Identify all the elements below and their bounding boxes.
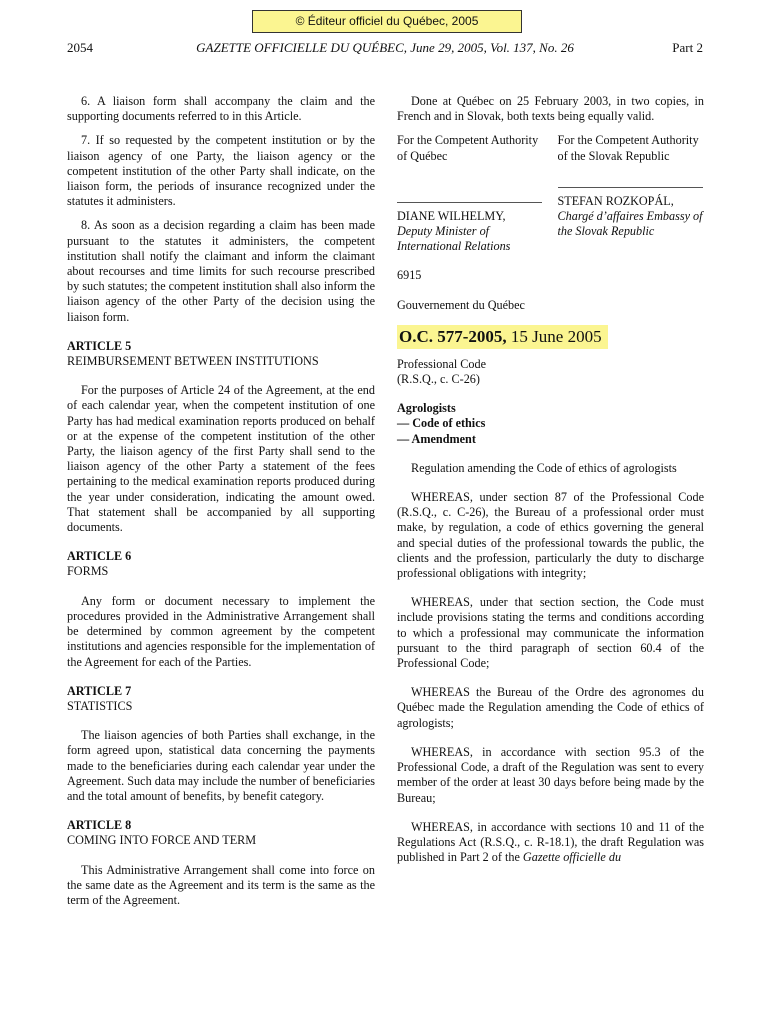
signatory-slovak-name: STEFAN ROZKOPÁL,: [557, 193, 674, 208]
whereas-lead: WHEREAS,: [411, 595, 473, 610]
article-6-text: Any form or document necessary to implement the procedures provided in the Administrative Arrangement shall be determined by common agreement by the competent institutions and agencies responsible for the implementation of the Agreement for each of the Parties.: [67, 593, 375, 669]
whereas-lead: WHEREAS: [411, 685, 470, 700]
signatory-quebec: [397, 133, 544, 254]
signing-statement: Done at Québec on 25 February 2003, in two copies, in French and in Slovak, both texts being equally valid.: [397, 94, 704, 124]
regulation-title: Regulation amending the Code of ethics of agrologists: [411, 460, 677, 475]
paragraph-7: 7. If so requested by the competent institution or by the liaison agency of one Party, the liaison agency or the competent institution of the other Party shall indicate, on the liaison form, the periods of insurance recognized under the statutes it administers.: [67, 133, 375, 209]
article-5-heading: ARTICLE 5: [67, 338, 132, 353]
signature-line: [397, 201, 542, 203]
page-number: 2054: [67, 40, 93, 55]
oc-date: 15 June 2005: [510, 326, 602, 346]
signatory-slovak: [558, 133, 705, 254]
whereas-lead: WHEREAS,: [411, 490, 473, 505]
whereas-text: the Bureau of the Ordre des agronomes du Québec made the Regulation amending the Code of ethics of agrologists;: [397, 685, 704, 730]
left-column: [67, 94, 375, 908]
signature-block: [397, 133, 704, 254]
signatory-slovak-for: For the Competent Authority of the Slovak Republic: [557, 133, 699, 163]
article-5-text: For the purposes of Article 24 of the Agreement, at the end of each calendar year, when the competent institution of one Party has had medical examination reports produced on behalf or at the expense of the competent institution of the other Party, the liaison agency of the first Party shall send to the liaison agency of the other Party a statement of the fees pertaining to the medical examination reports produced during the year under consideration, indicating the amount owed. That statement shall be accompanied by all supporting documents.: [67, 383, 375, 535]
code-reference: (R.S.Q., c. C-26): [397, 372, 480, 387]
paragraph-6: 6. A liaison form shall accompany the claim and the supporting documents referred to in this Article.: [67, 94, 375, 124]
article-7-title: STATISTICS: [67, 698, 133, 713]
article-8-title: COMING INTO FORCE AND TERM: [67, 833, 257, 848]
signatory-slovak-role: Chargé d’affaires Embassy of the Slovak Republic: [557, 209, 703, 239]
whereas-4: [397, 745, 704, 806]
whereas-3: [397, 685, 704, 731]
article-5-title: REIMBURSEMENT BETWEEN INSTITUTIONS: [67, 354, 319, 369]
whereas-text: in accordance with section 95.3 of the Professional Code, a draft of the Regulation was sent to every member of the order at least 30 days before being made by the Bureau;: [397, 744, 704, 805]
document-number: 6915: [397, 268, 422, 283]
government-label: Gouvernement du Québec: [397, 297, 525, 312]
subject-amendment: — Amendment: [397, 431, 476, 446]
part-label: Part 2: [672, 40, 703, 55]
code-name: Professional Code: [397, 356, 487, 371]
paragraph-8: 8. As soon as a decision regarding a claim has been made pursuant to the statutes it administers, the competent institution shall notify the claimant and inform the claimant about recourses and time limits for such recourse prescribed by such statutes; the competent institution shall also inform the liaison agency of the other Party of the decision using the liaison form.: [67, 218, 375, 324]
gazette-header-title: GAZETTE OFFICIELLE DU QUÉBEC, June 29, 2005, Vol. 137, No. 26: [196, 40, 574, 55]
article-7-heading: ARTICLE 7: [67, 683, 132, 698]
copyright-banner: © Éditeur officiel du Québec, 2005: [252, 10, 522, 33]
signatory-quebec-name: DIANE WILHELMY,: [397, 208, 506, 223]
whereas-5: [397, 820, 704, 866]
whereas-text: in accordance with sections 10 and 11 of the Regulations Act (R.S.Q., c. R-18.1), the draft Regulation was published in Part 2 of the: [397, 819, 704, 865]
signature-line: [558, 186, 703, 188]
whereas-2: [397, 595, 704, 671]
order-in-council-title: [397, 325, 608, 349]
oc-number: O.C. 577-2005,: [399, 326, 507, 346]
gazette-name: Gazette officielle du: [522, 850, 622, 865]
signatory-quebec-role: Deputy Minister of International Relations: [397, 224, 511, 254]
subject-code-of-ethics: — Code of ethics: [397, 416, 486, 431]
article-8-heading: ARTICLE 8: [67, 818, 132, 833]
signatory-quebec-for: For the Competent Authority of Québec: [397, 133, 539, 163]
subject-agrologists: Agrologists: [397, 401, 456, 416]
whereas-text: under section 87 of the Professional Code (R.S.Q., c. C-26), the Bureau of a professional order must make, by regulation, a code of ethics governing the general and special duties of the professional towards the public, the clients and the profession, particularly the duty to discharge professional obligations with integrity;: [397, 490, 705, 581]
whereas-lead: WHEREAS,: [411, 744, 473, 759]
article-6-title: FORMS: [67, 564, 109, 579]
right-column: [397, 94, 704, 865]
whereas-text: under that section section, the Code must include provisions stating the terms and conditions according to which a professional may communicate the information pursuant to the third paragraph of section 60.4 of the Professional Code;: [397, 595, 705, 671]
article-8-text: This Administrative Arrangement shall come into force on the same date as the Agreement and its term is the same as the term of the Agreement.: [67, 862, 375, 907]
article-6-heading: ARTICLE 6: [67, 549, 132, 564]
article-7-text: The liaison agencies of both Parties shall exchange, in the form agreed upon, statistical data concerning the payments made to the beneficiaries during each calendar year under the Agreement. Such data may include the number of beneficiaries and the total amount of benefits, by benefit category.: [67, 728, 375, 803]
whereas-lead: WHEREAS,: [411, 819, 473, 834]
whereas-1: [397, 490, 704, 581]
